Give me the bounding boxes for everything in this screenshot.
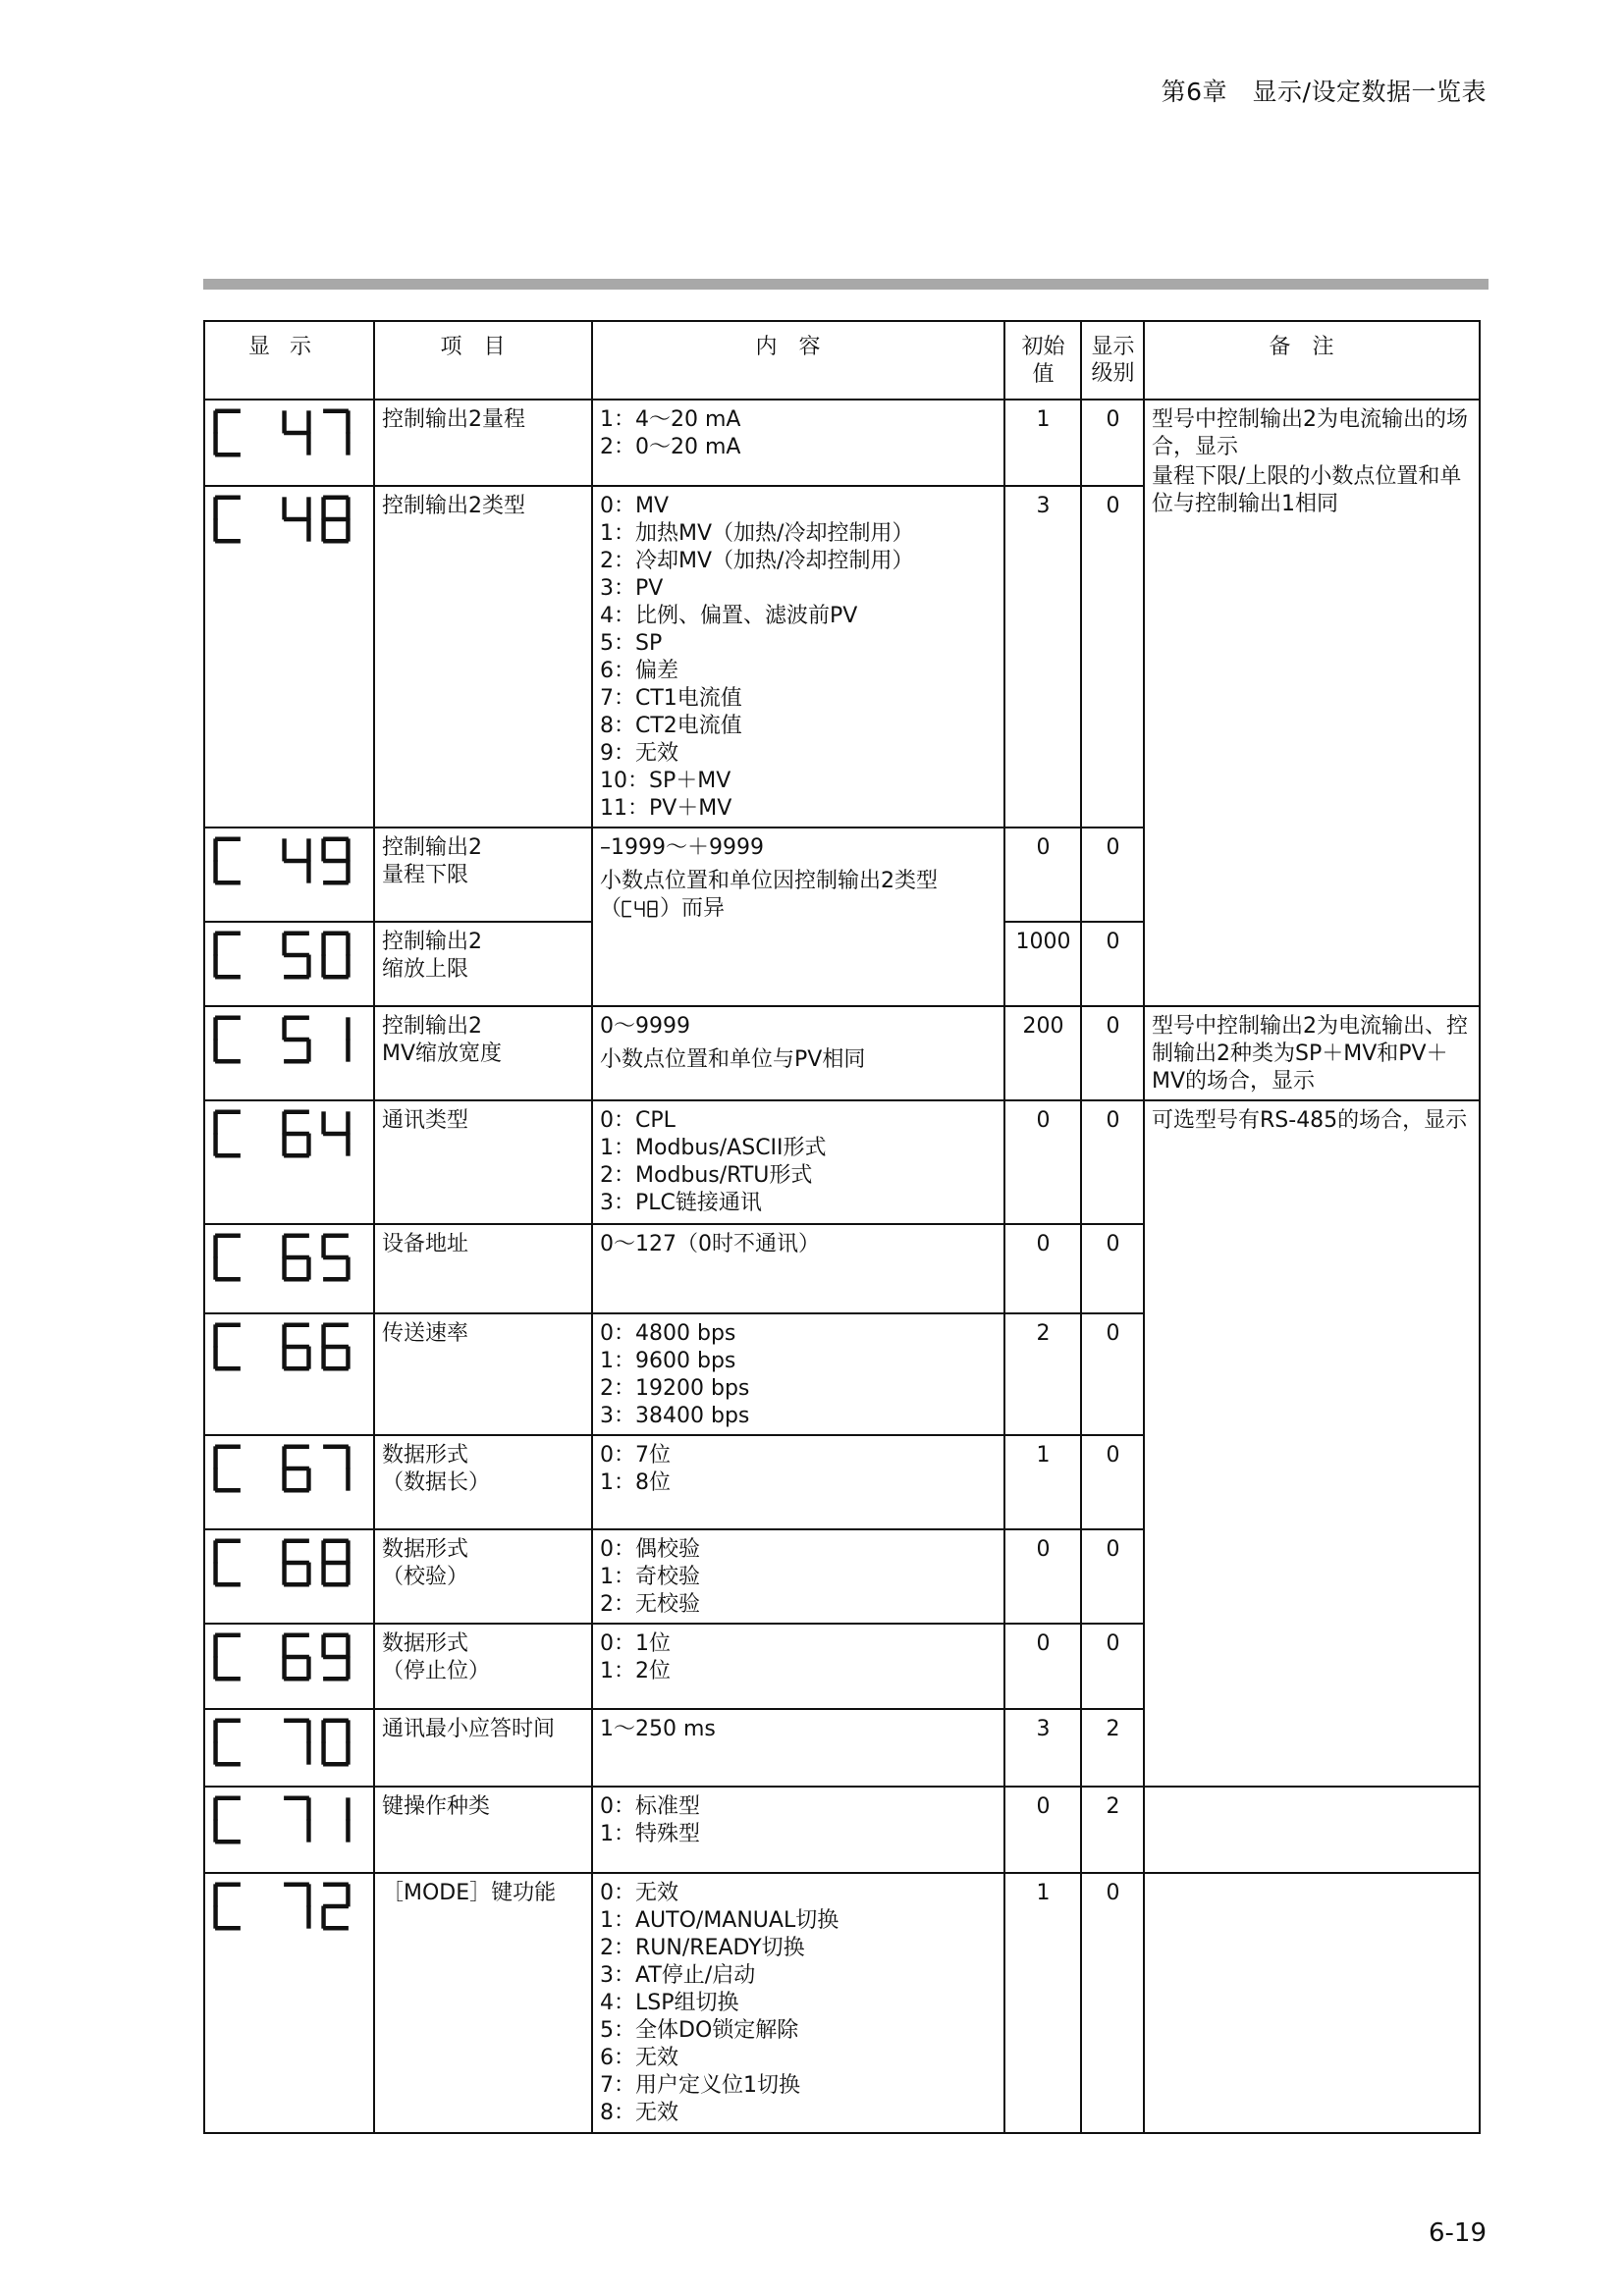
initial-value-cell: 1000 [1004,922,1081,1006]
table-row [204,1873,1480,2133]
content-cell [592,1224,1004,1313]
text-line: 1：4～20 mA [600,407,741,432]
display-code-c71 [212,1793,367,1846]
display-code-cell [204,1529,374,1624]
text-fragment: （ [600,896,623,921]
item-cell [374,1006,592,1100]
initial-value-cell: 0 [1004,1224,1081,1313]
header-rule [203,279,1489,290]
text-line: 3：38400 bps [600,1404,750,1428]
display-level-cell: 0 [1081,1313,1144,1435]
settings-table [203,320,1481,2134]
note-cell [1144,1100,1480,1787]
display-level-cell: 0 [1081,400,1144,486]
text-line: 数据形式 [382,1631,469,1656]
text-line: 4：LSP组切换 [600,1991,739,2015]
content-cell [592,1709,1004,1787]
display-code-cell [204,1100,374,1224]
text-line: 0～127（0时不通讯） [600,1232,820,1256]
text-line: 2：19200 bps [600,1376,750,1401]
display-code-cell [204,400,374,486]
text-fragment: 小数点位置和单位因控制输出2类型 [600,869,938,893]
initial-value-cell: 2 [1004,1313,1081,1435]
text-line: 4：比例、偏置、滤波前PV [600,604,858,628]
content-cell [592,1873,1004,2133]
note-cell-empty [1144,1873,1480,2133]
text-line: 1：8位 [600,1470,671,1495]
text-line: （校验） [382,1565,469,1589]
display-level-cell: 0 [1081,1224,1144,1313]
text-line: 7：用户定义位1切换 [600,2073,800,2098]
segment-digit [281,1442,312,1495]
initial-value-cell: 0 [1004,1529,1081,1624]
content-cell [592,1624,1004,1709]
display-code-cell [204,1313,374,1435]
display-code-cell [204,486,374,828]
display-level-cell: 0 [1081,922,1144,1006]
segment-digit [647,900,658,918]
text-line: 2：Modbus/RTU形式 [600,1163,813,1188]
text-line: 小数点位置和单位与PV相同 [600,1047,866,1072]
text-line: 1：9600 bps [600,1349,736,1373]
table-row [204,1100,1480,1224]
display-code-c72 [212,1880,367,1933]
segment-digit [281,1630,312,1683]
display-code-cell [204,1624,374,1709]
text-line: 0：1位 [600,1631,671,1656]
item-cell [374,922,592,1006]
segment-digit [320,1630,352,1683]
display-code-cell [204,828,374,922]
display-code-c64 [212,1107,367,1160]
display-level-cell: 0 [1081,1100,1144,1224]
segment-digit [281,406,312,459]
segment-digit [212,834,244,887]
text-line: 3：AT停止/启动 [600,1963,756,1988]
header-level-line2: 级别 [1091,361,1135,386]
text-line: （数据长） [382,1470,491,1495]
display-code-c50 [212,929,367,982]
item-cell [374,1435,592,1529]
header-display-level [1081,321,1144,400]
header-item: 项目 [374,321,592,400]
shared-content-note [600,868,998,895]
segment-digit [212,1320,244,1373]
text-line: 3：PLC链接通讯 [600,1191,762,1215]
note-text: 型号中控制输出2为电流输出、控制输出2种类为SP＋MV和PV＋MV的场合，显示 [1152,1014,1468,1094]
item-cell [374,1873,592,2133]
text-line: 2：RUN/READY切换 [600,1936,805,1960]
display-level-cell: 0 [1081,1873,1144,2133]
segment-digit [320,1716,352,1769]
text-line: 5：全体DO锁定解除 [600,2018,799,2043]
segment-digit [281,1880,312,1933]
text-line: 缩放上限 [382,957,469,982]
page-number: 6-19 [1428,2218,1487,2248]
table-row [204,1787,1480,1873]
initial-value-cell: 0 [1004,1787,1081,1873]
display-code-c65 [212,1231,367,1284]
segment-digit [212,1536,244,1589]
table-row [204,1006,1480,1100]
segment-digit [281,1793,312,1846]
text-line: 2：冷却MV（加热/冷却控制用） [600,549,914,573]
text-line: 11：PV＋MV [600,796,732,821]
segment-digit [212,1013,244,1066]
segment-digit [212,1716,244,1769]
display-code-cell [204,1709,374,1787]
text-line: 6：偏差 [600,659,678,683]
text-line: 键操作种类 [382,1794,491,1819]
display-code-c47 [212,406,367,459]
content-cell [592,1529,1004,1624]
shared-content-note-line2 [600,895,998,923]
display-code-cell [204,1006,374,1100]
text-line: 10：SP＋MV [600,769,731,793]
content-cell [592,400,1004,486]
header-content: 内容 [592,321,1004,400]
header-display: 显示 [204,321,374,400]
text-line: 0～9999 [600,1014,690,1039]
segment-digit [212,1231,244,1284]
text-line: 3：PV [600,576,664,601]
header-level-line1: 显示 [1091,335,1135,359]
display-code-cell [204,1224,374,1313]
text-line: 1～250 ms [600,1717,716,1741]
segment-digit [281,1716,312,1769]
segment-digit [281,1320,312,1373]
segment-digit [281,929,312,982]
segment-digit [281,834,312,887]
segment-digit [320,1231,352,1284]
display-level-cell: 0 [1081,1435,1144,1529]
display-code-c67 [212,1442,367,1495]
text-line: （停止位） [382,1659,491,1683]
segment-digit [320,1013,352,1066]
text-line: 6：无效 [600,2046,678,2070]
text-line: 控制输出2量程 [382,407,525,432]
display-level-cell: 0 [1081,1624,1144,1709]
initial-value-cell: 0 [1004,1624,1081,1709]
display-code-cell [204,1787,374,1873]
text-line: 控制输出2 [382,835,482,860]
note-text: 可选型号有RS-485的场合，显示 [1152,1108,1468,1133]
note-text: 型号中控制输出2为电流输出的场合，显示 [1152,407,1468,459]
segment-digit [281,1107,312,1160]
text-line: 通讯最小应答时间 [382,1717,556,1741]
note-cell [1144,400,1480,1006]
initial-value-cell: 0 [1004,828,1081,922]
segment-digit [281,1536,312,1589]
display-code-c70 [212,1716,367,1769]
text-fragment: ）而异 [660,896,726,921]
initial-value-cell: 200 [1004,1006,1081,1100]
note-cell [1144,1006,1480,1100]
segment-digit [281,1231,312,1284]
content-cell [592,486,1004,828]
content-cell [592,1313,1004,1435]
display-code-c51 [212,1013,367,1066]
display-code-c68 [212,1536,367,1589]
note-cell-empty [1144,1787,1480,1873]
chapter-header: 第6章 显示/设定数据一览表 [1161,78,1487,106]
segment-digit [320,1107,352,1160]
initial-value-cell: 1 [1004,400,1081,486]
text-line: 8：CT2电流值 [600,714,742,738]
text-line: 5：SP [600,631,663,656]
initial-value-cell: 3 [1004,486,1081,828]
display-level-cell: 0 [1081,1006,1144,1100]
text-line: 0：7位 [600,1443,671,1468]
item-cell [374,1100,592,1224]
note-text: 量程下限/上限的小数点位置和单位与控制输出1相同 [1152,464,1462,516]
item-cell [374,1313,592,1435]
segment-digit [212,1793,244,1846]
segment-digit [320,406,352,459]
segment-digit [320,1793,352,1846]
segment-digit [212,493,244,546]
text-line: MV缩放宽度 [382,1041,503,1066]
text-line: 数据形式 [382,1443,469,1468]
display-level-cell: 0 [1081,1529,1144,1624]
text-line: 0：标准型 [600,1794,700,1819]
segment-digit [320,1320,352,1373]
initial-value-cell: 1 [1004,1435,1081,1529]
item-cell [374,1624,592,1709]
display-code-cell [204,1873,374,2133]
table-header-row [204,321,1480,400]
display-level-cell: 0 [1081,828,1144,922]
segment-digit [212,1880,244,1933]
display-code-cell [204,1435,374,1529]
text-line: 9：无效 [600,741,678,766]
segment-digit [281,1013,312,1066]
item-cell [374,1224,592,1313]
text-line: 量程下限 [382,863,469,887]
item-cell [374,486,592,828]
item-cell [374,828,592,922]
segment-digit [320,1880,352,1933]
text-line: 数据形式 [382,1537,469,1562]
display-code-c66 [212,1320,367,1373]
header-initial: 初始值 [1004,321,1081,400]
segment-digit [320,1442,352,1495]
display-code-c48 [212,493,367,546]
segment-digit [320,929,352,982]
display-level-cell: 0 [1081,486,1144,828]
segment-digit [212,929,244,982]
text-line: 2：0～20 mA [600,435,741,459]
display-level-cell: 2 [1081,1787,1144,1873]
display-code-c48-inline [622,900,660,918]
text-line: 传送速率 [382,1321,469,1346]
text-line: 0：无效 [600,1881,678,1905]
text-line: 1：2位 [600,1659,671,1683]
segment-digit [212,1107,244,1160]
initial-value-cell: 1 [1004,1873,1081,2133]
segment-digit [212,406,244,459]
display-code-cell [204,922,374,1006]
content-cell [592,1787,1004,1873]
content-cell [592,1100,1004,1224]
item-cell [374,400,592,486]
segment-digit [212,1442,244,1495]
segment-digit [281,493,312,546]
text-line: 0：MV [600,494,670,518]
text-line: 控制输出2 [382,1014,482,1039]
content-cell [592,1006,1004,1100]
item-cell [374,1787,592,1873]
text-line: 2：无校验 [600,1592,700,1617]
segment-digit [622,900,632,918]
table-row [204,400,1480,486]
segment-digit [212,1630,244,1683]
text-line: 1：AUTO/MANUAL切换 [600,1908,839,1933]
text-line: ［MODE］键功能 [382,1881,557,1905]
display-level-cell: 2 [1081,1709,1144,1787]
text-line: 8：无效 [600,2101,678,2125]
content-cell [592,1435,1004,1529]
segment-digit [320,834,352,887]
text-line: 通讯类型 [382,1108,469,1133]
text-line: 7：CT1电流值 [600,686,742,711]
segment-digit [320,493,352,546]
segment-digit [634,900,645,918]
text-line: 1：加热MV（加热/冷却控制用） [600,521,914,546]
item-cell [374,1529,592,1624]
segment-digit [320,1536,352,1589]
content-cell [592,828,1004,1006]
text-line: 0：4800 bps [600,1321,736,1346]
text-line: 设备地址 [382,1232,469,1256]
initial-value-cell: 3 [1004,1709,1081,1787]
text-line: 1：奇校验 [600,1565,700,1589]
initial-value-cell: 0 [1004,1100,1081,1224]
text-line: 1：Modbus/ASCII形式 [600,1136,827,1160]
text-line: 控制输出2 [382,930,482,954]
text-line: 0：CPL [600,1108,676,1133]
item-cell [374,1709,592,1787]
text-line: 控制输出2类型 [382,494,525,518]
display-code-c69 [212,1630,367,1683]
text-line: –1999～＋9999 [600,835,764,860]
text-line: 0：偶校验 [600,1537,700,1562]
text-line: 1：特殊型 [600,1822,700,1846]
display-code-c49 [212,834,367,887]
header-note: 备注 [1144,321,1480,400]
